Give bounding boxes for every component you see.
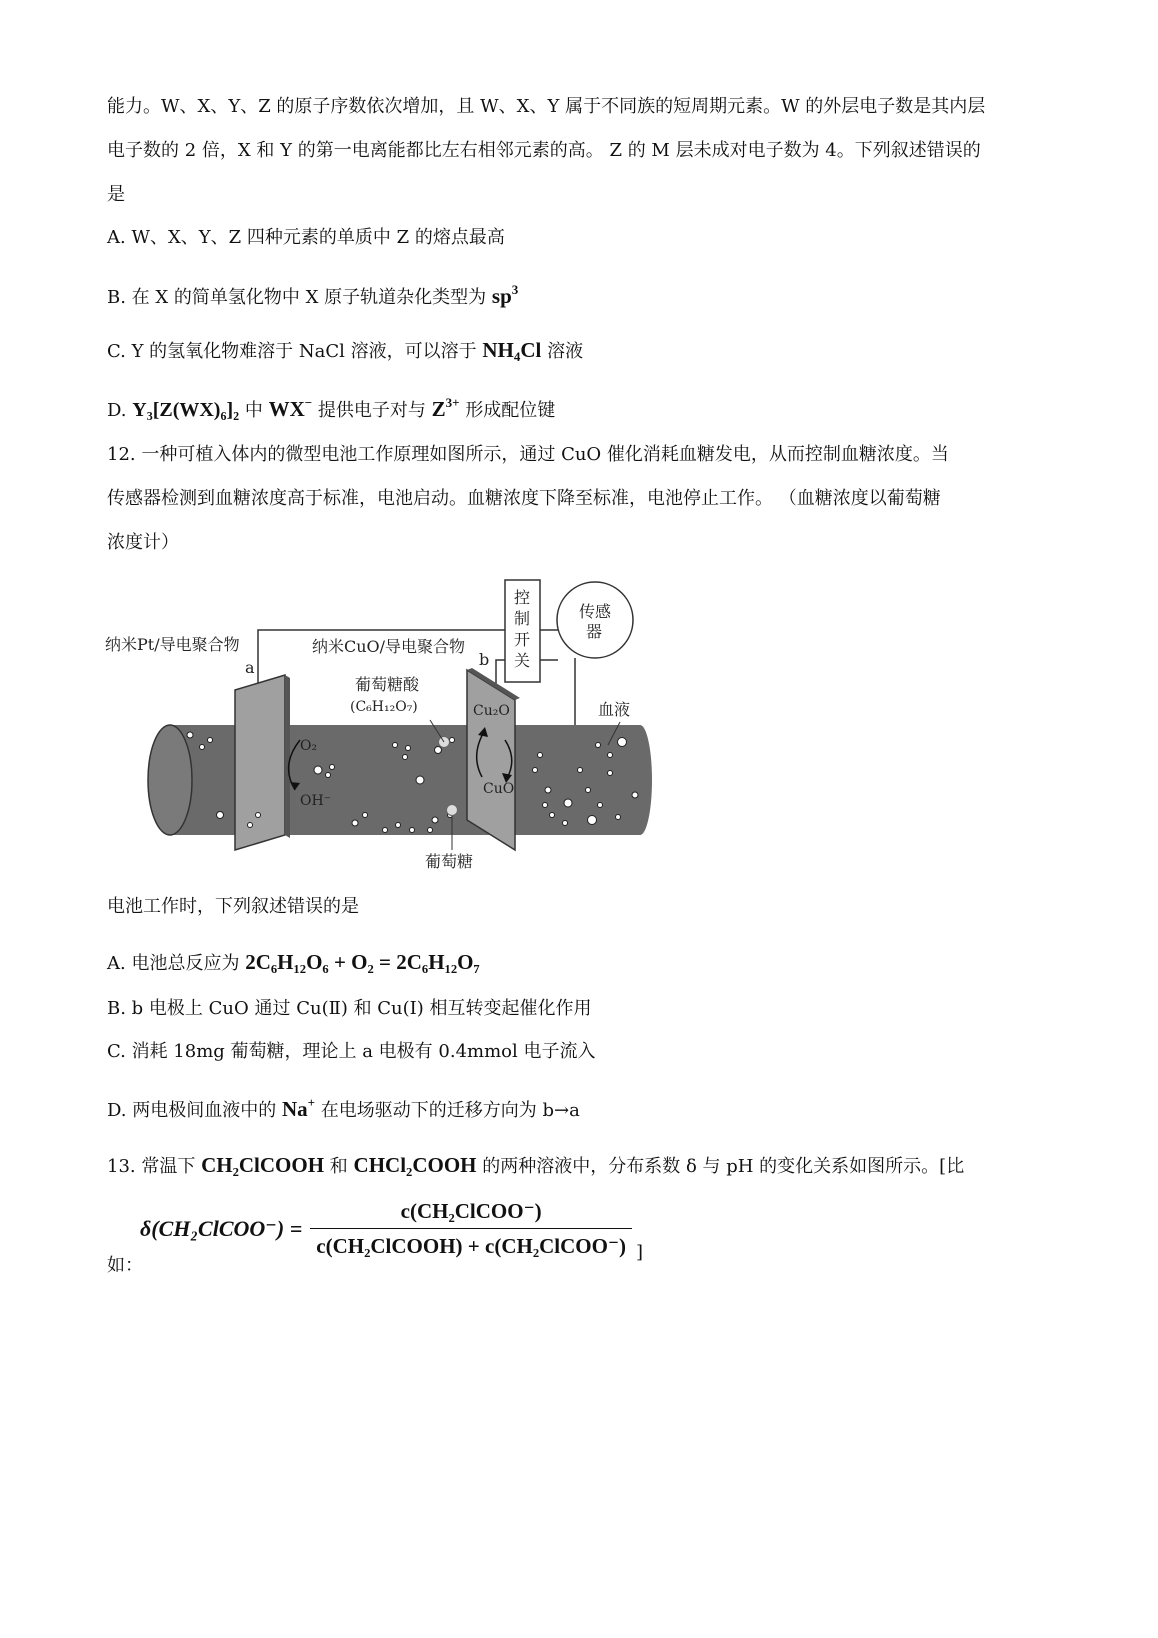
q12-question: 电池工作时，下列叙述错误的是 xyxy=(107,896,359,917)
glucose-molecule xyxy=(447,805,458,816)
q13-stem xyxy=(107,1155,964,1176)
q12-option-d xyxy=(107,1096,580,1120)
q12-stem-line-2: 传感器检测到血糖浓度高于标准，电池启动。血糖浓度下降至标准，电池停止工作。 （血糖浓度以葡萄糖 xyxy=(107,488,941,509)
q13-and: 和 xyxy=(329,1156,348,1177)
switch-char-3: 开 xyxy=(514,630,531,649)
vessel-end-right xyxy=(628,725,652,835)
formula-sp: sp xyxy=(491,284,512,308)
formula-cl: Cl xyxy=(520,338,542,362)
label-glucose: 葡萄糖 xyxy=(425,852,474,871)
label-cuo: CuO xyxy=(483,781,515,797)
label-o2: O₂ xyxy=(300,738,318,754)
switch-char-2: 制 xyxy=(514,609,531,628)
q12-option-c: C. 消耗 18mg 葡萄糖，理论上 a 电极有 0.4mmol 电子流入 xyxy=(107,1041,596,1062)
vessel-end-left xyxy=(148,725,192,835)
q13-close-bracket: ] xyxy=(636,1242,644,1263)
q11-option-c-tail: 溶液 xyxy=(547,341,584,362)
q13-num: 13. 常温下 xyxy=(107,1156,196,1177)
q11-option-d-prefix: D. xyxy=(107,400,127,421)
delta-definition xyxy=(140,1198,644,1263)
battery-diagram xyxy=(105,588,660,895)
formula-sub: 4 xyxy=(513,349,521,364)
q11-intro-line-1: 能力。W、X、Y、Z 的原子序数依次增加，且 W、X、Y 属于不同族的短周期元素。W 的外层电子数是其内层 xyxy=(107,96,986,117)
delta-denominator: c(CH₂ClCOOH) + c(CH₂ClCOO⁻) xyxy=(316,1234,627,1258)
wire-switch-sensor xyxy=(540,630,558,660)
q11-option-d-z xyxy=(432,397,460,421)
formula-sup: 3 xyxy=(511,282,519,297)
q11-intro-line-3: 是 xyxy=(107,184,125,205)
electrode-b xyxy=(467,670,515,850)
q11-option-d-mid2: 提供电子对与 xyxy=(317,400,426,421)
q12-option-d-text: D. 两电极间血液中的 xyxy=(107,1100,277,1121)
formula-wx: WX xyxy=(268,397,305,421)
q12-option-a-formula: 2C₆H₁₂O₆ + O₂ = 2C₆H₁₂O₇ xyxy=(245,950,480,974)
q11-option-b-formula xyxy=(492,284,518,308)
electrode-a-edge xyxy=(285,675,290,838)
q13-formula-2: CHCl₂COOH xyxy=(353,1153,477,1177)
q11-option-d-mid: 中 xyxy=(244,400,263,421)
q11-option-d xyxy=(107,396,555,420)
delta-numerator: c(CH₂ClCOO⁻) xyxy=(400,1199,542,1223)
delta-lhs: δ(CH₂ClCOO⁻) = xyxy=(140,1215,303,1241)
q12-stem-line-3: 浓度计） xyxy=(107,532,179,553)
q11-option-b xyxy=(107,283,518,307)
label-a: a xyxy=(245,658,255,677)
q13-formula-1: CH₂ClCOOH xyxy=(201,1153,325,1177)
label-cu2o: Cu₂O xyxy=(473,703,510,719)
q11-option-b-text: B. 在 X 的简单氢化物中 X 原子轨道杂化类型为 xyxy=(107,287,487,308)
label-cuo-electrode: 纳米CuO/导电聚合物 xyxy=(312,637,466,656)
q12-option-d-tail: 在电场驱动下的迁移方向为 b→a xyxy=(320,1100,580,1121)
q12-option-b: B. b 电极上 CuO 通过 Cu(Ⅱ) 和 Cu(Ⅰ) 相互转变起催化作用 xyxy=(107,998,592,1019)
label-pt-electrode: 纳米Pt/导电聚合物 xyxy=(105,635,240,654)
q11-option-a: A. W、X、Y、Z 四种元素的单质中 Z 的熔点最高 xyxy=(107,227,505,248)
label-blood: 血液 xyxy=(598,700,631,719)
q12-option-d-formula xyxy=(282,1097,315,1121)
q11-option-c xyxy=(107,340,583,363)
formula-sup: + xyxy=(307,1095,316,1110)
q12-option-a-text: A. 电池总反应为 xyxy=(107,953,240,974)
formula-z: Z xyxy=(431,397,446,421)
q12-option-a xyxy=(107,952,480,973)
sensor-label-1: 传感 xyxy=(579,602,612,621)
switch-char-1: 控 xyxy=(514,588,531,607)
label-b: b xyxy=(479,650,490,669)
q11-option-d-tail: 形成配位键 xyxy=(465,400,556,421)
formula-na: Na xyxy=(281,1097,308,1121)
formula-nh: NH xyxy=(482,338,514,362)
formula-sup: 3+ xyxy=(445,395,460,410)
formula-sup: − xyxy=(304,395,313,410)
q12-stem-line-1: 12. 一种可植入体内的微型电池工作原理如图所示，通过 CuO 催化消耗血糖发电，从而控制血糖浓度。当 xyxy=(107,444,949,465)
electrode-a xyxy=(235,675,285,850)
wire-b xyxy=(496,660,505,685)
q11-option-d-formula: Y₃[Z(WX)₆]₂ xyxy=(132,399,240,421)
q13-ru: 如： xyxy=(107,1255,143,1276)
delta-fraction xyxy=(310,1198,632,1259)
label-gluconic-formula: (C₆H₁₂O₇) xyxy=(350,699,418,715)
switch-char-4: 关 xyxy=(514,651,531,670)
q11-option-d-wx xyxy=(269,397,313,421)
sensor-label-2: 器 xyxy=(586,622,603,641)
label-oh: OH⁻ xyxy=(300,793,332,809)
label-gluconic: 葡萄糖酸 xyxy=(355,675,420,694)
q11-intro-line-2: 电子数的 2 倍，X 和 Y 的第一电离能都比左右相邻元素的高。 Z 的 M 层未成对电子数为 4。下列叙述错误的 xyxy=(107,140,981,161)
q11-option-c-formula xyxy=(482,338,541,362)
q11-option-c-text: C. Y 的氢氧化物难溶于 NaCl 溶液，可以溶于 xyxy=(107,341,477,362)
q13-tail: 的两种溶液中，分布系数 δ 与 pH 的变化关系如图所示。[比 xyxy=(482,1156,965,1177)
